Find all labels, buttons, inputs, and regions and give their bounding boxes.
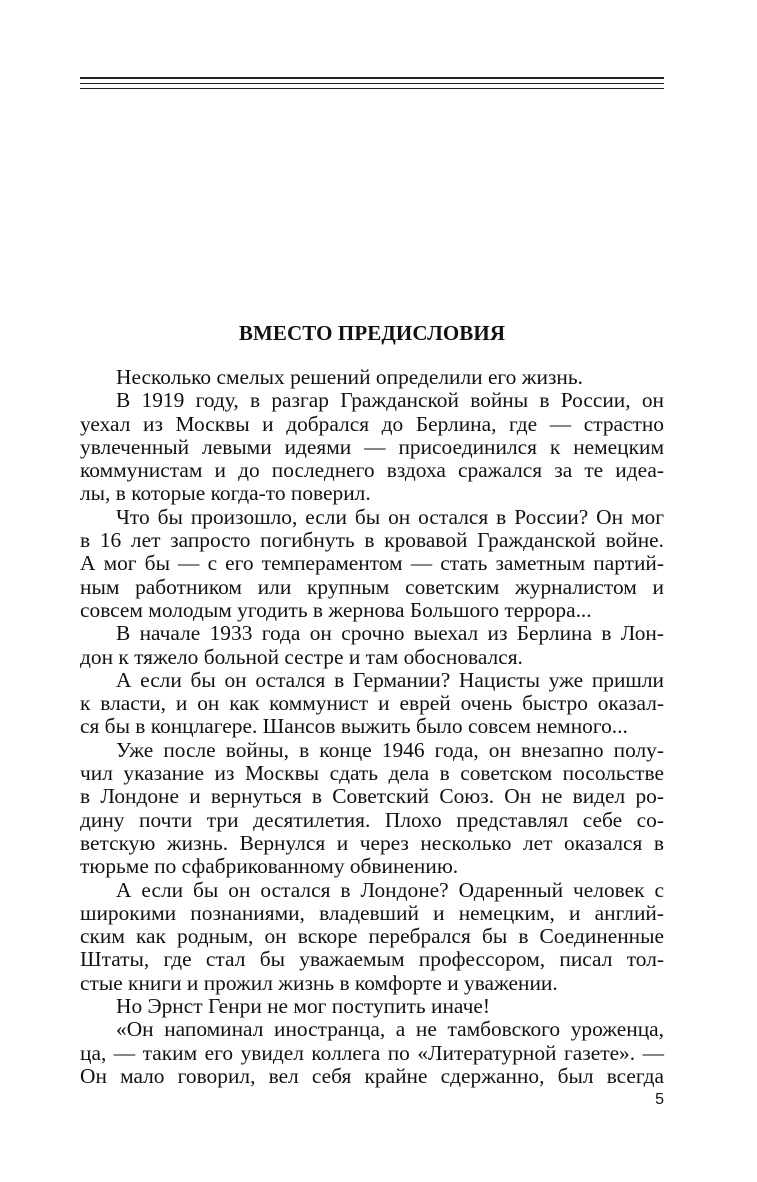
text-line: тюрьме по сфабрикованному обвинению.: [80, 854, 459, 879]
text-line: ским как родным, он вскоре перебрался бы в Соединенные: [80, 924, 664, 949]
text-line: в 16 лет запросто погибнуть в кровавой Гражданской войне.: [80, 528, 664, 553]
text-line: Но Эрнст Генри не мог поступить иначе!: [116, 994, 490, 1019]
text-line: Уже после войны, в конце 1946 года, он внезапно полу-: [116, 737, 664, 762]
text-line: стые книги и прожил жизнь в комфорте и уважении.: [80, 970, 558, 995]
text-line: Штаты, где стал бы уважаемым профессором, писал тол-: [80, 947, 664, 972]
header-rule: [80, 77, 664, 79]
text-line: в Лондоне и вернуться в Советский Союз. Он не видел ро-: [80, 784, 664, 809]
text-line: ся бы в концлагере. Шансов выжить было совсем немного...: [80, 714, 628, 739]
text-line: дину почти три десятилетия. Плохо представлял себе со-: [80, 807, 664, 832]
header-rule: [80, 83, 664, 84]
text-line: увлеченный левыми идеями — присоединился к немецким: [80, 434, 664, 459]
text-line: Несколько смелых решений определили его жизнь.: [116, 365, 583, 389]
text-line: Что бы произошло, если бы он остался в России? Он мог: [116, 504, 664, 529]
header-rules: [80, 77, 664, 93]
text-line: А если бы он остался в Лондоне? Одаренный человек с: [116, 877, 664, 902]
body-text: [80, 366, 664, 1088]
page-number: 5: [655, 1091, 664, 1108]
text-line: коммунистам и до последнего вздоха сражался за те идеа-: [80, 458, 664, 483]
text-line: совсем молодым угодить в жернова Большого террора...: [80, 597, 592, 622]
text-line: В 1919 году, в разгар Гражданской войны в России, он: [116, 388, 664, 413]
text-line: лы, в которые когда-то поверил.: [80, 481, 371, 506]
text-line: ца, — таким его увидел коллега по «Литературной газете». —: [80, 1040, 664, 1065]
text-line: Он мало говорил, вел себя крайне сдержанно, был всегда: [80, 1063, 664, 1088]
text-line: уехал из Москвы и добрался до Берлина, где — страстно: [80, 411, 664, 436]
text-line: ветскую жизнь. Вернулся и через несколько лет оказался в: [80, 830, 664, 855]
text-line: дон к тяжело больной сестре и там обосновался.: [80, 644, 523, 669]
chapter-title: ВМЕСТО ПРЕДИСЛОВИЯ: [238, 321, 506, 345]
text-line: А если бы он остался в Германии? Нацисты уже пришли: [116, 667, 664, 692]
header-rule: [80, 88, 664, 89]
text-line: В начале 1933 года он срочно выехал из Берлина в Лон-: [116, 621, 664, 646]
text-line: ным работником или крупным советским журналистом и: [80, 574, 664, 599]
text-line: «Он напоминал иностранца, а не тамбовского уроженца,: [116, 1017, 664, 1042]
text-line: к власти, и он как коммунист и еврей очень быстро оказал-: [80, 691, 664, 716]
text-line: А мог бы — с его темпераментом — стать заметным партий-: [80, 551, 664, 576]
text-line: чил указание из Москвы сдать дела в советском посольстве: [80, 761, 664, 786]
text-line: широкими познаниями, владевший и немецким, и англий-: [80, 900, 664, 925]
